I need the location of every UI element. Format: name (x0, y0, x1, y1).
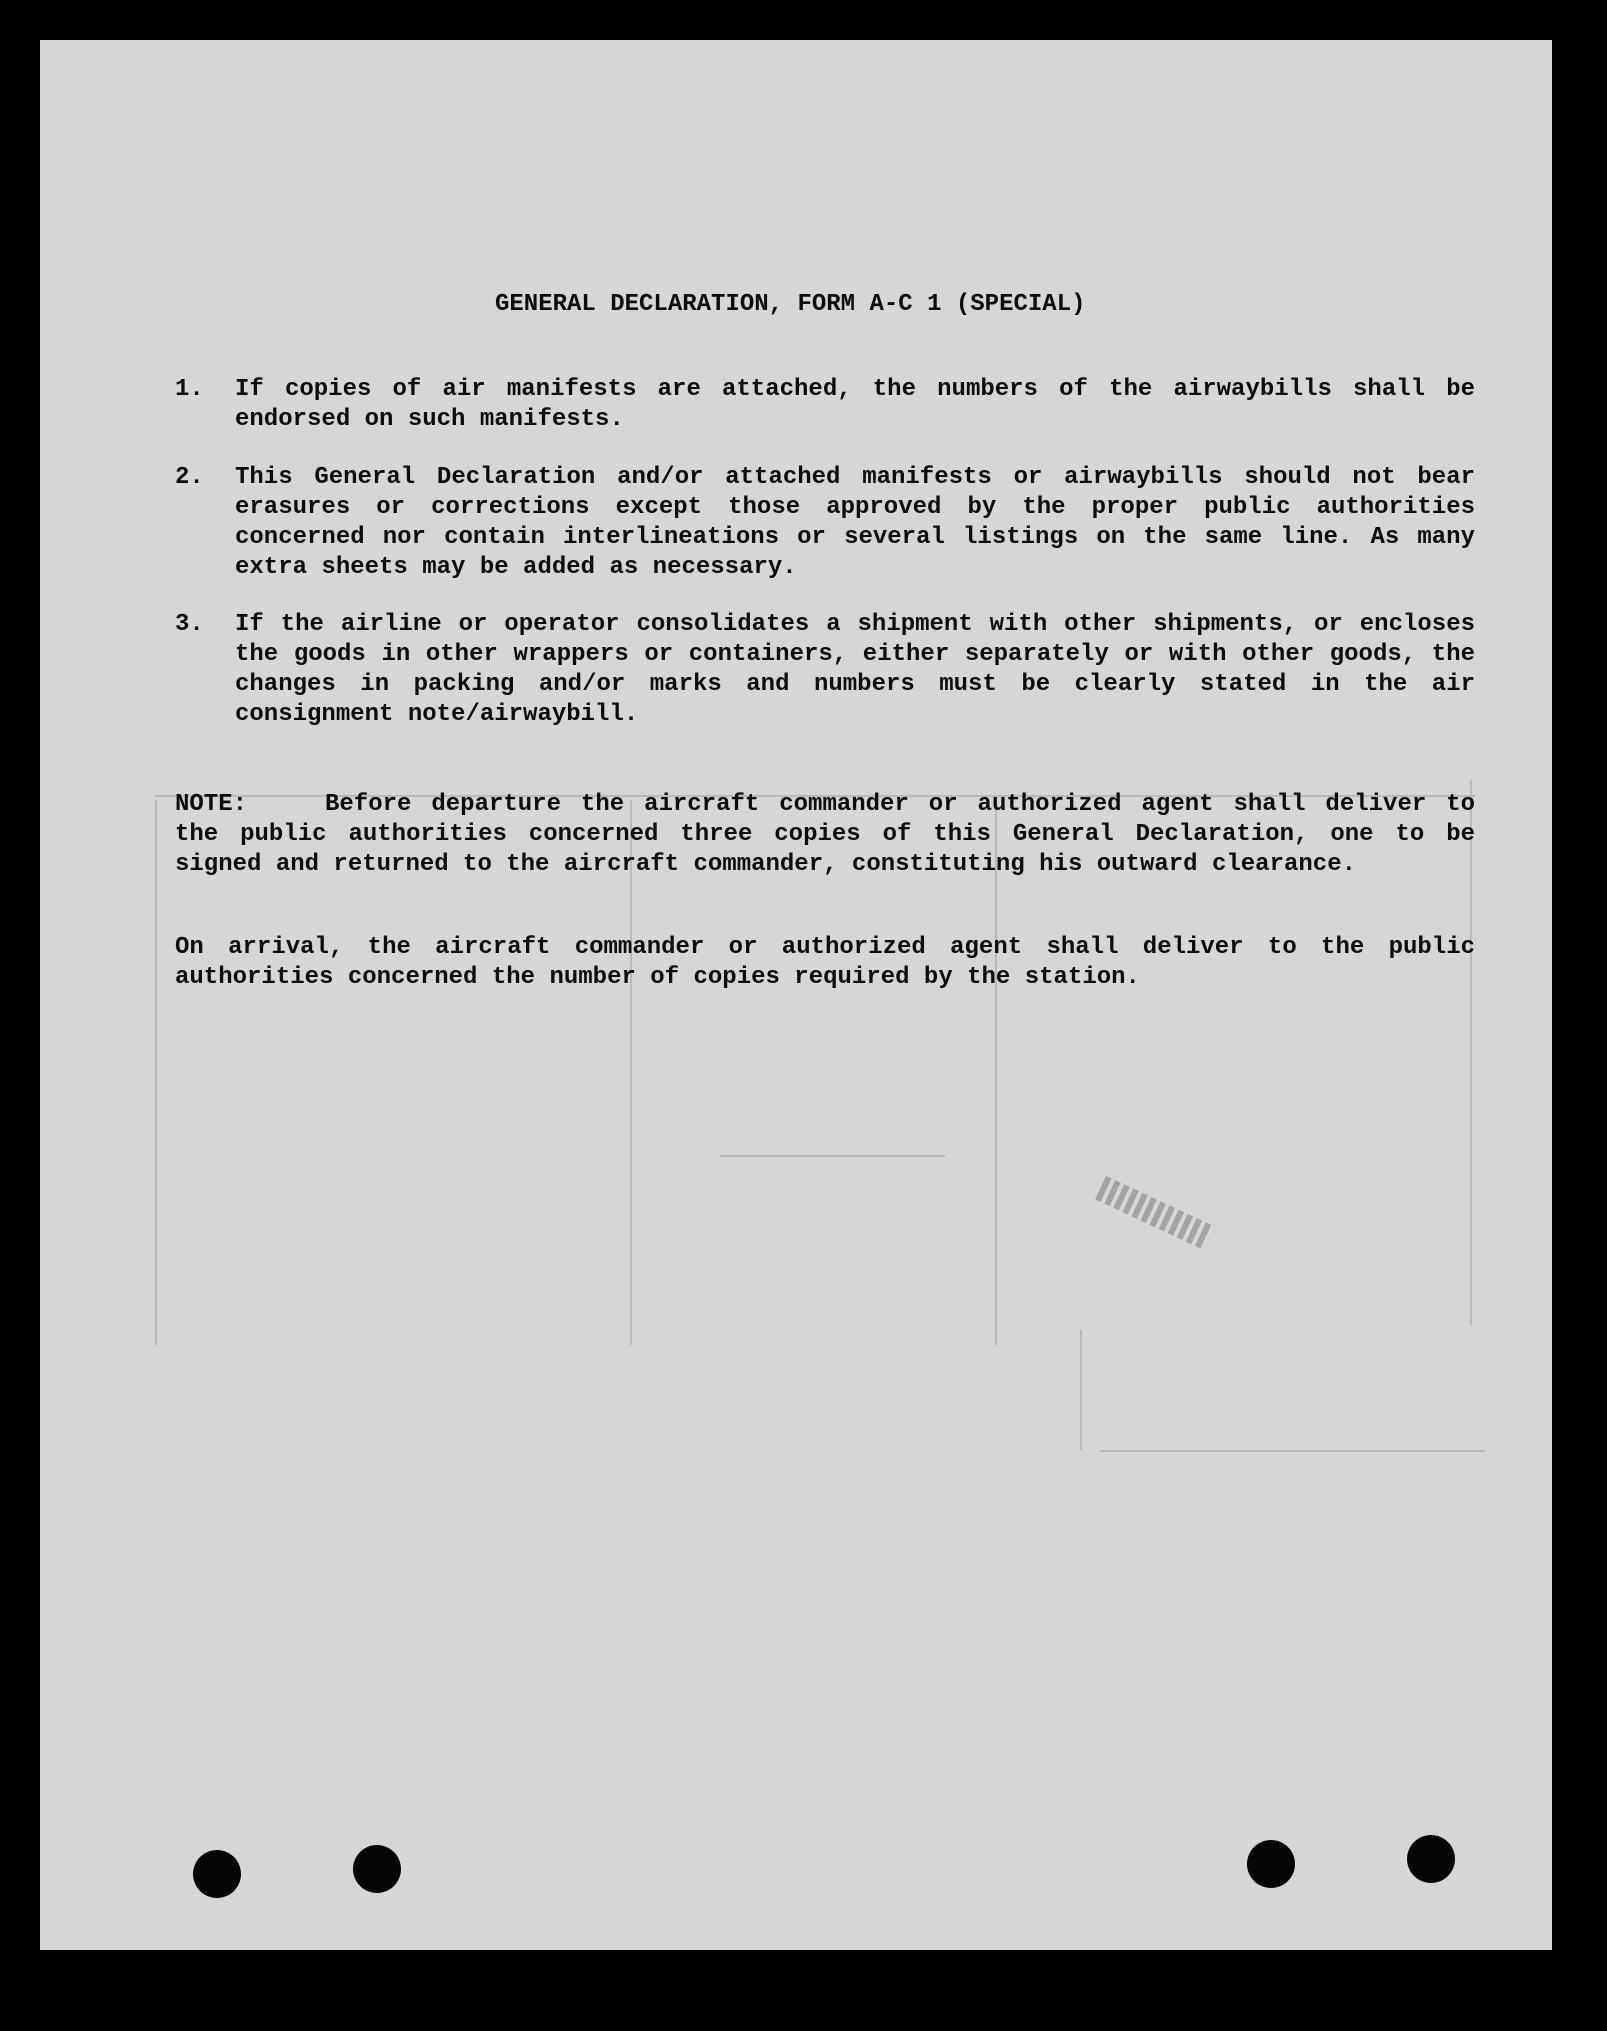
punch-hole (1407, 1835, 1455, 1883)
item-number: 2. (175, 464, 204, 491)
faint-stamp-mark (1095, 1176, 1215, 1250)
punch-hole (353, 1845, 401, 1893)
bleed-through-line (155, 800, 157, 1345)
item-number: 3. (175, 611, 204, 638)
item-text: If copies of air manifests are attached, the numbers of the airwaybills shall be endorsed on such manifests. (235, 376, 1475, 433)
note-paragraph (175, 790, 1475, 880)
item-number: 1. (175, 376, 204, 403)
bleed-through-line (720, 1155, 945, 1157)
item-text: If the airline or operator consolidates a shipment with other shipments, or encloses the goods in other wrappers or containers, either separately or with other goods, the changes in packing and/or marks and numbers must be clearly stated in the air consignment note/airwaybill. (235, 611, 1475, 728)
arrival-paragraph: On arrival, the aircraft commander or authorized agent shall deliver to the public authorities concerned the number of copies required by the station. (175, 934, 1475, 991)
item-text: This General Declaration and/or attached manifests or airwaybills should not bear erasures or corrections except those approved by the proper public authorities concerned nor contain interlineations or several listings on the same line. As many extra sheets may be added as necessary. (235, 464, 1475, 581)
note-text: Before departure the aircraft commander or authorized agent shall deliver to the public authorities concerned three copies of this General Declaration, one to be signed and returned to the aircraft commander, constituting his outward clearance. (175, 791, 1475, 878)
punch-hole (1247, 1840, 1295, 1888)
document-title: GENERAL DECLARATION, FORM A-C 1 (SPECIAL) (495, 291, 1086, 318)
document-page (40, 40, 1552, 1950)
bleed-through-line (630, 800, 632, 1345)
bleed-through-line (1100, 1450, 1485, 1452)
bleed-through-line (995, 800, 997, 1345)
punch-hole (193, 1850, 241, 1898)
note-label: NOTE: (175, 791, 248, 818)
bleed-through-line (1080, 1330, 1082, 1450)
